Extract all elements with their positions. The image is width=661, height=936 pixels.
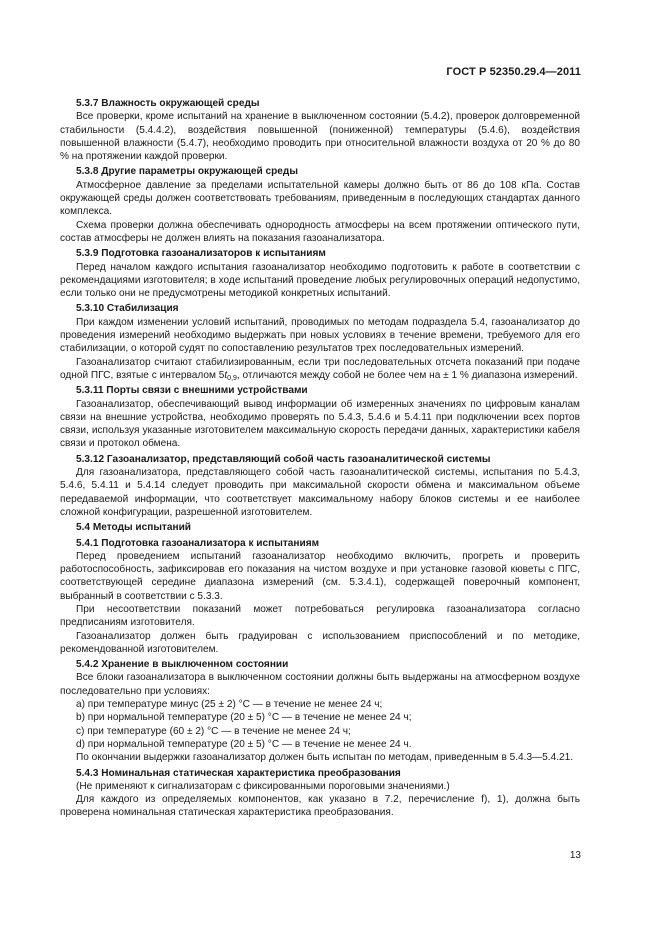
section-heading: 5.4.2 Хранение в выключенном состоянии [76, 659, 289, 671]
paragraph: По окончании выдержки газоанализатор должен быть испытан по методам, приведенным в 5.4.3—5.4.21. [76, 752, 574, 764]
list-item: (Не применяют к сигнализаторам с фиксированными пороговыми значениями.) [76, 780, 450, 792]
list-item: c) при температуре (60 ± 2) °С — в течение не менее 24 ч; [76, 725, 351, 737]
paragraph: Атмосферное давление за пределами испытательной камеры должно быть от 86 до 108 кПа. Состав окружающей среды должен соответствовать требованиям, приведенным в последующих стандартах данного комплекса. [60, 179, 580, 218]
paragraph: Газоанализатор должен быть градуирован с использованием приспособлений и по методике, рекомендованной изготовителем. [60, 630, 580, 655]
list-item: a) при температуре минус (25 ± 2) °С — в течение не менее 24 ч; [76, 699, 383, 711]
list-item: b) при нормальной температуре (20 ± 5) °С — в течение не менее 24 ч; [76, 712, 412, 724]
paragraph: Газоанализатор считают стабилизированным, если три последовательных отсчета показаний при подаче одной ПГС, взятые с интервалом $5t_{0,9}$, отличаются между собой не более чем на ± 1 % диапазона измерений. [60, 356, 580, 382]
page-number: 13 [569, 850, 581, 861]
document-header: ГОСТ Р 52350.29.4—2011 [446, 66, 581, 78]
section-heading: 5.3.8 Другие параметры окружающей среды [76, 166, 298, 178]
section-heading: 5.4 Методы испытаний [76, 522, 191, 534]
section-heading: 5.4.3 Номинальная статическая характеристика преобразования [76, 767, 401, 779]
paragraph: Газоанализатор, обеспечивающий вывод информации об измеренных значениях по цифровым каналам связи на внешние устройства, необходимо проверять по 5.4.3, 5.4.6 и 5.4.11 при подключении всех портов связи, используя указанные изготовителем максимальную скорость передачи данных, характеристики кабеля связи и протокол обмена. [60, 398, 580, 450]
document-body [60, 97, 580, 820]
section-heading: 5.3.9 Подготовка газоанализаторов к испытаниям [76, 248, 326, 260]
paragraph: При каждом изменении условий испытаний, проводимых по методам подраздела 5.4, газоанализатор до проведения измерений необходимо выдержать при новых условиях в течение времени, требуемого для его стабилизации, о которой судят по сопоставлению результатов трех последовательных измерений. [60, 316, 580, 355]
section-heading: 5.4.1 Подготовка газоанализатора к испытаниям [76, 537, 320, 549]
section-heading: 5.3.12 Газоанализатор, представляющий собой часть газоаналитической системы [76, 453, 491, 465]
section-heading: 5.3.7 Влажность окружающей среды [76, 98, 260, 109]
paragraph: Перед началом каждого испытания газоанализатор необходимо подготовить к работе в соответствии с рекомендациями изготовителя; в ходе испытаний проведение любых регулировочных операций недопустимо, если только они не предусмотрены методикой конкретных испытаний. [60, 261, 580, 300]
section-heading: 5.3.11 Порты связи с внешними устройствами [76, 385, 308, 397]
paragraph: Все блоки газоанализатора в выключенном состоянии должны быть выдержаны на атмосферном воздухе последовательно при условиях: [60, 672, 580, 697]
paragraph: Перед проведением испытаний газоанализатор необходимо включить, прогреть и проверить работоспособность, зафиксировав его показания на чистом воздухе и при установке газовой кюветы с ПГС, соответствующей середине диапазона измерений (см. 5.3.4.1), содержащей поверочный компонент, выбранный в соответствии с 5.3.3. [60, 550, 580, 602]
paragraph: Для каждого из определяемых компонентов, как указано в 7.2, перечисление f), 1), должна быть проверена номинальная статическая характеристика преобразования. [60, 794, 580, 819]
paragraph: Все проверки, кроме испытаний на хранение в выключенном состоянии (5.4.2), проверок долговременной стабильности (5.4.4.2), воздействия повышенной (пониженной) температуры (5.4.6), воздействия повышенной влажности (5.4.7), необходимо проводить при относительной влажности воздуха от 20 % до 80 % на протяжении каждой проверки. [60, 111, 580, 163]
paragraph: Схема проверки должна обеспечивать однородность атмосферы на всем протяжении оптического пути, состав атмосферы не должен влиять на показания газоанализатора. [60, 219, 580, 244]
section-heading: 5.3.10 Стабилизация [76, 303, 179, 315]
list-item: d) при нормальной температуре (20 ± 5) °С — в течение не менее 24 ч. [76, 738, 412, 750]
paragraph: При несоответствии показаний может потребоваться регулировка газоанализатора согласно предписаниям изготовителя. [60, 603, 580, 629]
paragraph: Для газоанализатора, представляющего собой часть газоаналитической системы, испытания по 5.4.3, 5.4.6, 5.4.11 и 5.4.14 следует проводить при максимальной скорости обмена и максимальном объеме передаваемой информации, что соответствует максимальному набору блоков системы и ее наиболее сложной конфигурации, разрешенной изготовителем. [60, 467, 580, 518]
